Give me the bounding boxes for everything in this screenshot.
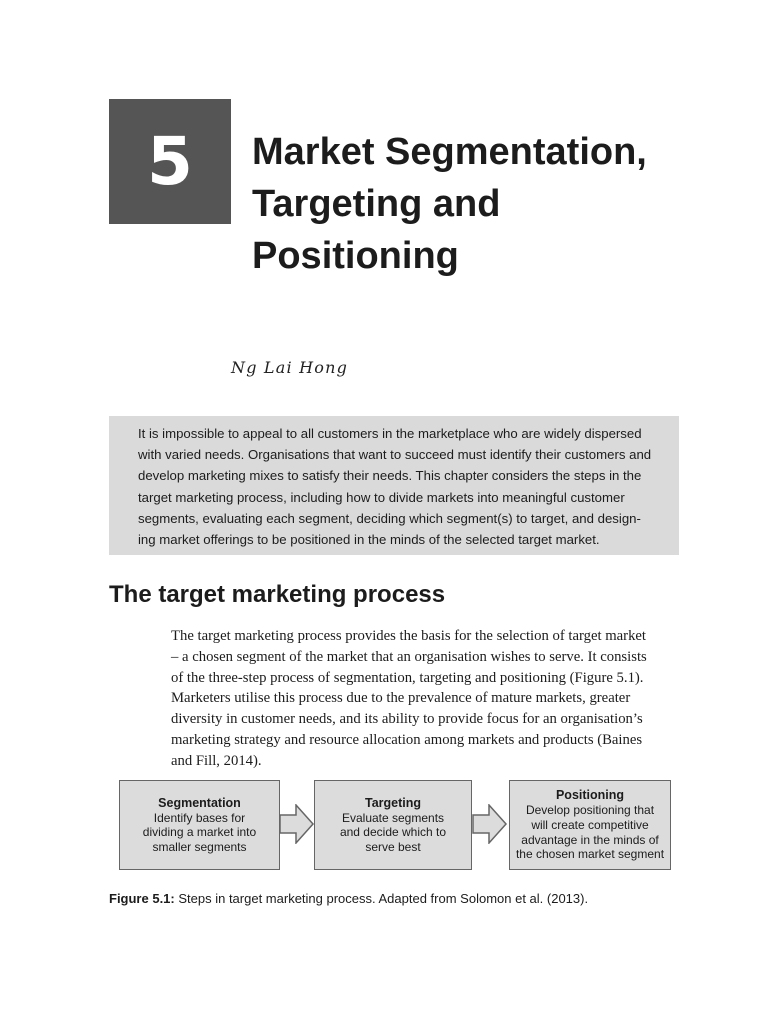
chapter-number-box	[109, 99, 231, 224]
abstract-line: with varied needs. Organisations that want to succeed must identify their customers and	[138, 447, 652, 463]
right-arrow-icon	[472, 804, 508, 844]
figure-caption-label: Figure 5.1:	[109, 891, 175, 906]
paragraph-line: diversity in customer needs, and its ability to provide focus for an organisation’s	[171, 711, 643, 728]
chapter-abstract	[109, 416, 679, 555]
step-description-line: will create competitive	[531, 817, 649, 832]
step-description-line: the chosen market segment	[515, 847, 665, 862]
abstract-line: segments, evaluating each segment, deciding which segment(s) to target, and design-	[138, 510, 641, 526]
chapter-title-line: Market Segmentation,	[252, 131, 647, 173]
paragraph-line: of the three-step process of segmentation, targeting and positioning (Figure 5.1).	[171, 669, 644, 686]
step-description-line: and decide which to	[339, 825, 447, 840]
figure-caption	[109, 890, 588, 908]
chapter-title	[252, 126, 732, 282]
section-heading: The target marketing process	[109, 581, 446, 608]
step-description-line: serve best	[365, 839, 421, 854]
figure-caption-text: Steps in target marketing process. Adapted from Solomon et al. (2013).	[174, 891, 589, 906]
positioning-step-box	[509, 780, 671, 870]
paragraph-line: and Fill, 2014).	[171, 752, 262, 769]
paragraph-line: The target marketing process provides the basis for the selection of target market	[171, 628, 647, 644]
paragraph-line: Marketers utilise this process due to the prevalence of mature markets, greater	[171, 690, 631, 707]
segmentation-step-box	[119, 780, 280, 870]
chapter-title-line: Targeting and	[252, 183, 501, 225]
targeting-step-box	[314, 780, 472, 870]
step-description-line: dividing a market into	[142, 825, 257, 840]
abstract-line: ing market offerings to be positioned in the minds of the selected target market.	[138, 532, 600, 548]
paragraph-line: marketing strategy and resource allocation among markets and products (Baines	[171, 731, 643, 748]
abstract-line: target marketing process, including how to divide markets into meaningful customer	[138, 489, 625, 505]
right-arrow-icon	[279, 804, 315, 844]
chapter-number: 5	[147, 122, 193, 200]
paragraph-line: – a chosen segment of the market that an organisation wishes to serve. It consists	[171, 648, 647, 665]
chapter-author: Ng Lai Hong	[231, 358, 349, 377]
step-description-line: Develop positioning that	[525, 803, 655, 818]
section-body-paragraph	[171, 626, 691, 772]
step-title: Positioning	[555, 788, 625, 803]
abstract-line: It is impossible to appeal to all customers in the marketplace who are widely dispersed	[138, 426, 642, 441]
abstract-line: develop marketing mixes to satisfy their needs. This chapter considers the steps in the	[138, 468, 642, 484]
step-description-line: Evaluate segments	[341, 810, 445, 825]
step-description-line: advantage in the minds of	[521, 832, 659, 847]
chapter-title-line: Positioning	[252, 235, 459, 277]
step-title: Segmentation	[158, 795, 241, 810]
step-description-line: Identify bases for	[153, 810, 246, 825]
step-description-line: smaller segments	[152, 839, 247, 854]
step-title: Targeting	[364, 795, 422, 810]
